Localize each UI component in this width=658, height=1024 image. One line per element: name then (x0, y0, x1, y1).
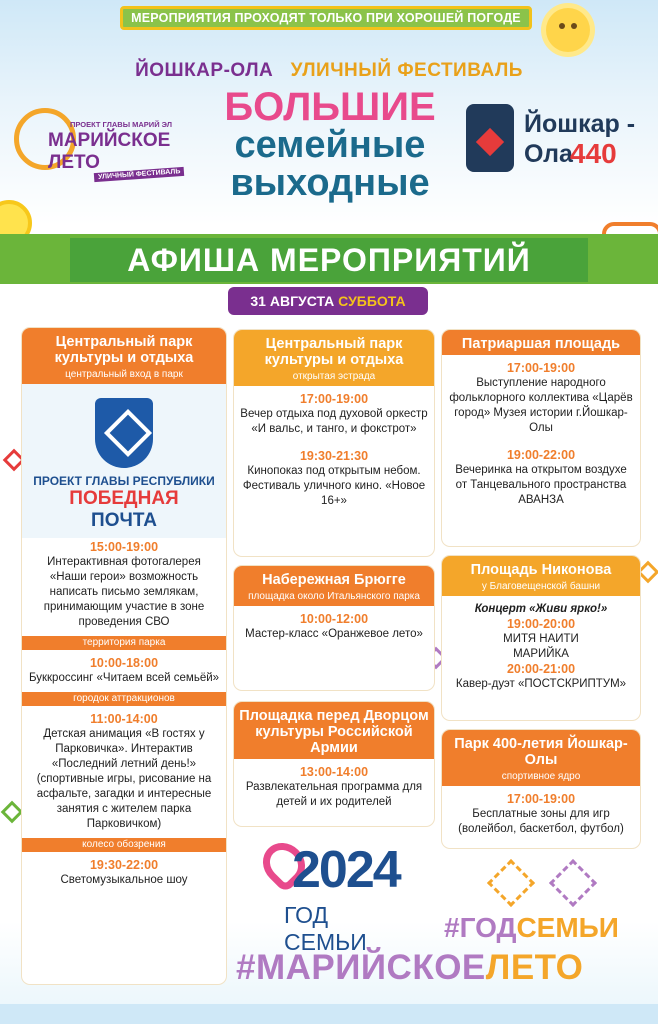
card-title: Центральный парк культуры и отдыха (234, 330, 434, 371)
event-time: 19:00-20:00 (506, 617, 576, 631)
card-title: Площадка перед Дворцом культуры Российской Армии (234, 702, 434, 759)
footer-wave (0, 1004, 658, 1024)
card-title: Набережная Брюгге (234, 566, 434, 591)
year-caption: ГОД СЕМЬИ (284, 902, 367, 955)
event-time: 10:00-18:00 (89, 656, 159, 670)
page-title (180, 85, 480, 204)
card-army-culture-palace (234, 702, 434, 826)
hashtag-part: #ГОД (444, 912, 517, 943)
card-park-400 (442, 730, 640, 848)
event-time: 19:30-21:30 (299, 449, 369, 463)
year-number: 2024 (292, 841, 400, 899)
event-text: МАРИЙКА (513, 648, 569, 660)
event-text: Выступление народного фольклорного коллектива «Царёв город» Музея истории г.Йошкар-Олы (449, 377, 633, 434)
logo-project-text: ПРОЕКТ ГЛАВЫ МАРИЙ ЭЛ (70, 120, 172, 129)
card-patriarshaya-square (442, 330, 640, 546)
logo-city-line1: Йошкар - (524, 110, 636, 138)
hashtag-part: СЕМЬИ (516, 912, 619, 943)
logo-anniversary: 440 (570, 138, 617, 169)
card-subtitle: у Благовещенской башни (442, 581, 640, 596)
project-label: ПРОЕКТ ГЛАВЫ РЕСПУБЛИКИ (33, 474, 215, 488)
event-text: МИТЯ НАИТИ (503, 633, 579, 645)
event-time: 15:00-19:00 (89, 540, 159, 554)
diamond-ornament-icon (1, 801, 24, 824)
event-cinema (234, 443, 434, 515)
event-time: 19:30-22:00 (89, 858, 159, 872)
event-text: Буккроссинг «Читаем всей семьёй» (28, 672, 220, 684)
event-text: Кинопоказ под открытым небом. Фестиваль уличного кино. «Новое 16+» (242, 465, 426, 507)
event-text: Вечер отдыха под духовой оркестр «И вальс, и танго, и фокстрот» (240, 408, 428, 435)
afisha-title: АФИША МЕРОПРИЯТИЙ (70, 238, 588, 282)
event-time: 17:00-19:00 (506, 792, 576, 806)
city-mark-icon (466, 104, 514, 172)
card-title: Центральный парк культуры и отдыха (22, 328, 226, 369)
logo-line1: МАРИЙСКОЕ (48, 130, 171, 151)
event-time: 17:00-19:00 (299, 392, 369, 406)
location-bar: колесо обозрения (22, 838, 226, 852)
hashtag-part: #МАРИЙСКОЕ (236, 948, 486, 987)
card-subtitle: площадка около Итальянского парка (234, 591, 434, 606)
event-text: Интерактивная фотогалерея «Наши герои» возможность написать письмо землякам, принимающим участие в зоне проведения СВО (43, 556, 205, 628)
event-text: Развлекательная программа для детей и их родителей (245, 781, 423, 808)
logo-city-line2: Ола (524, 140, 573, 168)
city-name: ЙОШКАР-ОЛА (135, 60, 274, 81)
logo-ribbon: УЛИЧНЫЙ ФЕСТИВАЛЬ (94, 167, 185, 182)
day-text: СУББОТА (338, 293, 406, 309)
logo-line2: ЛЕТО (48, 152, 100, 173)
card-subtitle: центральный вход в парк (22, 369, 226, 384)
event-text: Бесплатные зоны для игр (волейбол, баскетбол, футбол) (458, 808, 624, 835)
hashtag-marijskoe-leto (236, 948, 583, 988)
event-dance-party (442, 442, 640, 514)
location-bar: территория парка (22, 636, 226, 650)
card-subtitle: спортивное ядро (442, 771, 640, 786)
afisha-band (0, 234, 658, 284)
year-of-family-logo (262, 840, 412, 955)
date-badge (228, 287, 428, 315)
title-line3: выходные (230, 162, 430, 204)
hashtag-god-semyi (444, 912, 619, 944)
card-subtitle: открытая эстрада (234, 371, 434, 386)
card-nikonova-square (442, 556, 640, 720)
yoshkar-ola-440-logo (462, 100, 642, 180)
location-bar: городок аттракционов (22, 692, 226, 706)
title-line2: семейные (234, 124, 426, 166)
pochta-title-2: ПОЧТА (91, 510, 157, 531)
event-time: 19:00-22:00 (506, 448, 576, 462)
event-text: Кавер-дуэт «ПОСТСКРИПТУМ» (455, 678, 627, 690)
weather-banner: МЕРОПРИЯТИЯ ПРОХОДЯТ ТОЛЬКО ПРИ ХОРОШЕЙ ПОГОДЕ (120, 6, 532, 30)
card-naberezhnaya-bryugge (234, 566, 434, 690)
card-title: Патриаршая площадь (442, 330, 640, 355)
festival-name: УЛИЧНЫЙ ФЕСТИВАЛЬ (290, 60, 523, 81)
event-photo-gallery (22, 538, 226, 636)
mari-ornament-icon (549, 859, 597, 907)
event-light-show (22, 852, 226, 894)
event-text: Мастер-класс «Оранжевое лето» (245, 628, 423, 640)
shield-emblem-icon (95, 398, 153, 468)
event-orchestra (234, 386, 434, 443)
event-time: 20:00-21:00 (506, 662, 576, 676)
event-sport-zones (442, 786, 640, 843)
event-text: Светомузыкальное шоу (60, 874, 188, 886)
pochta-title-1: ПОБЕДНАЯ (69, 488, 179, 509)
event-time: 10:00-12:00 (299, 612, 369, 626)
concert-title: Концерт «Живи ярко!» (474, 603, 608, 615)
title-line1: БОЛЬШИЕ (224, 85, 436, 129)
date-text: 31 АВГУСТА (250, 293, 335, 309)
event-time: 11:00-14:00 (90, 712, 158, 726)
pobednaya-pochta-block (22, 384, 226, 538)
marijskoe-leto-logo (14, 98, 194, 188)
event-master-class (234, 606, 434, 648)
card-title: Площадь Никонова (442, 556, 640, 581)
card-title: Парк 400-летия Йошкар-Олы (442, 730, 640, 771)
event-time: 17:00-19:00 (506, 361, 576, 375)
sun-icon (546, 8, 590, 52)
festival-line (0, 60, 658, 82)
event-bookcrossing (22, 650, 226, 692)
event-text: Вечеринка на открытом воздухе от Танцевального пространства АВАНЗА (455, 464, 627, 506)
hashtag-part: ЛЕТО (485, 948, 584, 987)
card-central-park-stage (234, 330, 434, 556)
event-text: Детская анимация «В гостях у Парковичка». Интерактив «Последний летний день!» (спортивные игры, рисование на асфальте, загадки и интересные занятия с жителем парка Парковичком) (36, 728, 212, 830)
card-central-park-entrance (22, 328, 226, 984)
event-concert (442, 596, 640, 698)
event-time: 13:00-14:00 (299, 765, 369, 779)
mari-ornament-icon (487, 859, 535, 907)
event-animation (22, 706, 226, 838)
event-folk-ensemble (442, 355, 640, 442)
event-entertainment (234, 759, 434, 816)
